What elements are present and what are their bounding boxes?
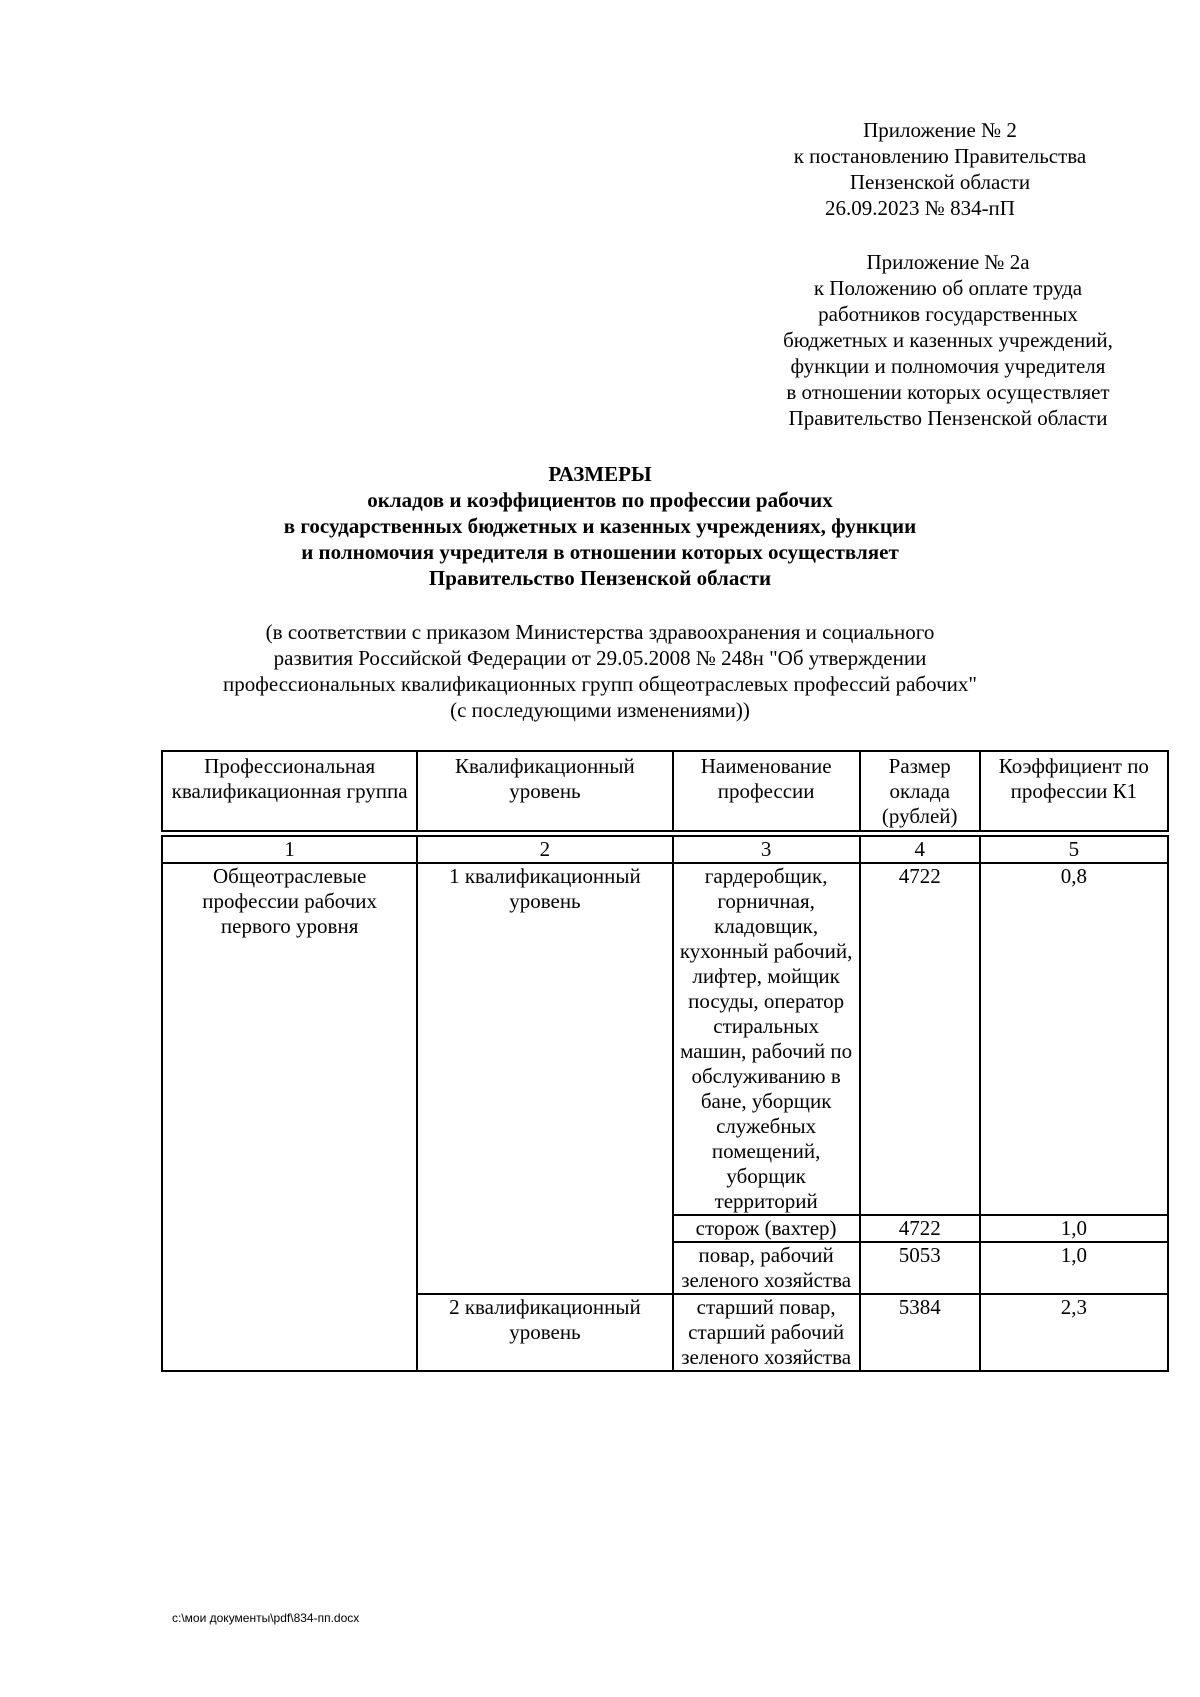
document-title [160, 461, 1040, 591]
file-path-footer: c:\мои документы\pdf\834-пп.docx [172, 1611, 360, 1625]
header-salary: Размер оклада (рублей) [860, 751, 980, 831]
title-line: и полномочия учредителя в отношении которых осуществляет [301, 540, 899, 564]
appendix-2-reference [740, 117, 1140, 221]
salary-cell: 4722 [860, 863, 980, 1215]
column-number: 3 [673, 836, 860, 863]
column-number: 4 [860, 836, 980, 863]
salary-cell: 4722 [860, 1215, 980, 1242]
basis-line: (с последующими изменениями)) [450, 698, 750, 722]
salary-cell: 5384 [860, 1294, 980, 1371]
title-line: Правительство Пензенской области [428, 566, 772, 590]
qualification-level-cell: 1 квалификационный уровень [417, 863, 672, 1294]
appendix-2-line: Приложение № 2 [863, 118, 1017, 142]
header-coefficient: Коэффициент по профессии К1 [980, 751, 1168, 831]
coefficient-cell: 1,0 [980, 1215, 1168, 1242]
column-number: 1 [162, 836, 417, 863]
title-line: РАЗМЕРЫ [548, 462, 652, 486]
appendix-2a-line: в отношении которых осуществляет [786, 380, 1110, 404]
title-line: в государственных бюджетных и казенных учреждениях, функции [283, 514, 917, 538]
appendix-2a-line: Правительство Пензенской области [788, 406, 1108, 430]
header-level: Квалификационный уровень [417, 751, 672, 831]
coefficient-cell: 2,3 [980, 1294, 1168, 1371]
appendix-2a-line: работников государственных [818, 302, 1078, 326]
legal-basis-note [160, 619, 1040, 723]
table-header-row [162, 751, 1168, 831]
column-number: 2 [417, 836, 672, 863]
appendix-2-line: к постановлению Правительства [793, 144, 1087, 168]
basis-line: развития Российской Федерации от 29.05.2008 № 248н "Об утверждении [273, 646, 927, 670]
appendix-2a-line: к Положению об оплате труда [813, 276, 1083, 300]
appendix-2a-line: бюджетных и казенных учреждений, [783, 328, 1113, 352]
appendix-2a-line: функции и полномочия учредителя [790, 354, 1106, 378]
basis-line: (в соответствии с приказом Министерства здравоохранения и социального [265, 620, 935, 644]
appendix-2-date-number: 26.09.2023 № 834-пП [825, 196, 1015, 220]
coefficient-cell: 0,8 [980, 863, 1168, 1215]
profession-cell: сторож (вахтер) [673, 1215, 860, 1242]
salary-table [161, 750, 1169, 1372]
salary-cell: 5053 [860, 1242, 980, 1294]
basis-line: профессиональных квалификационных групп общеотраслевых профессий рабочих" [223, 672, 977, 696]
qualification-group-cell: Общеотраслевые профессии рабочих первого уровня [162, 863, 417, 1371]
column-number-row [162, 836, 1168, 863]
table-row [162, 863, 1168, 1215]
appendix-2a-line: Приложение № 2а [866, 250, 1030, 274]
qualification-level-cell: 2 квалификационный уровень [417, 1294, 672, 1371]
header-profession: Наименование профессии [673, 751, 860, 831]
column-number: 5 [980, 836, 1168, 863]
profession-cell: старший повар, старший рабочий зеленого хозяйства [673, 1294, 860, 1371]
appendix-2a-reference [748, 249, 1148, 431]
coefficient-cell: 1,0 [980, 1242, 1168, 1294]
profession-cell: гардеробщик, горничная, кладовщик, кухонный рабочий, лифтер, мойщик посуды, оператор стиральных машин, рабочий по обслуживанию в бане, уборщик служебных помещений, уборщик территорий [673, 863, 860, 1215]
title-line: окладов и коэффициентов по профессии рабочих [367, 488, 833, 512]
profession-cell: повар, рабочий зеленого хозяйства [673, 1242, 860, 1294]
header-group: Профессиональная квалификационная группа [162, 751, 417, 831]
appendix-2-line: Пензенской области [849, 170, 1031, 194]
